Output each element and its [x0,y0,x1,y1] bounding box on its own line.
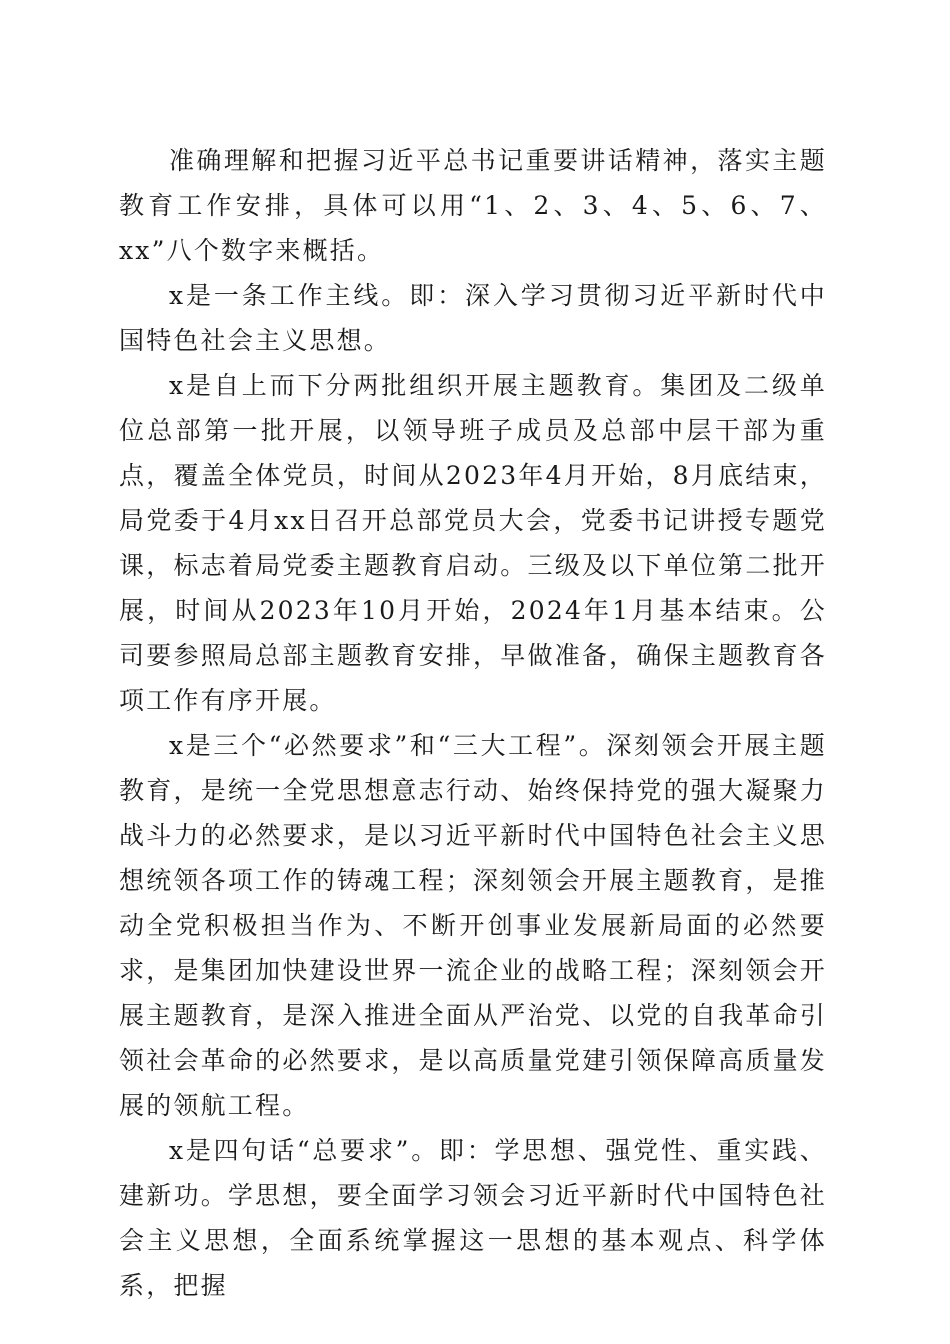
paragraph-intro: 准确理解和把握习近平总书记重要讲话精神，落实主题教育工作安排，具体可以用“1、2、3、4、5、6、7、xx”八个数字来概括。 [119,146,827,265]
paragraph-two-batches: x是自上而下分两批组织开展主题教育。集团及二级单位总部第一批开展，以领导班子成员及总部中层干部为重点，覆盖全体党员，时间从2023年4月开始，8月底结束，局党委于4月xx日召开总部党员大会，党委书记讲授专题党课，标志着局党委主题教育启动。三级及以下单位第二批开展，时间从2023年10月开始，2024年1月基本结束。公司要参照局总部主题教育安排，早做准备，确保主题教育各项工作有序开展。 [119,371,827,715]
paragraph-three-requirements: x是三个“必然要求”和“三大工程”。深刻领会开展主题教育，是统一全党思想意志行动、始终保持党的强大凝聚力战斗力的必然要求，是以习近平新时代中国特色社会主义思想统领各项工作的铸魂工程；深刻领会开展主题教育，是推动全党积极担当作为、不断开创事业发展新局面的必然要求，是集团加快建设世界一流企业的战略工程；深刻领会开展主题教育，是深入推进全面从严治党、以党的自我革命引领社会革命的必然要求，是以高质量党建引领保障高质量发展的领航工程。 [119,731,827,1120]
paragraph-four-sentences: x是四句话“总要求”。即：学思想、强党性、重实践、建新功。学思想，要全面学习领会习近平新时代中国特色社会主义思想，全面系统掌握这一思想的基本观点、科学体系，把握 [119,1136,827,1300]
document-body [119,138,827,1308]
paragraph-main-line: x是一条工作主线。即：深入学习贯彻习近平新时代中国特色社会主义思想。 [119,281,827,355]
